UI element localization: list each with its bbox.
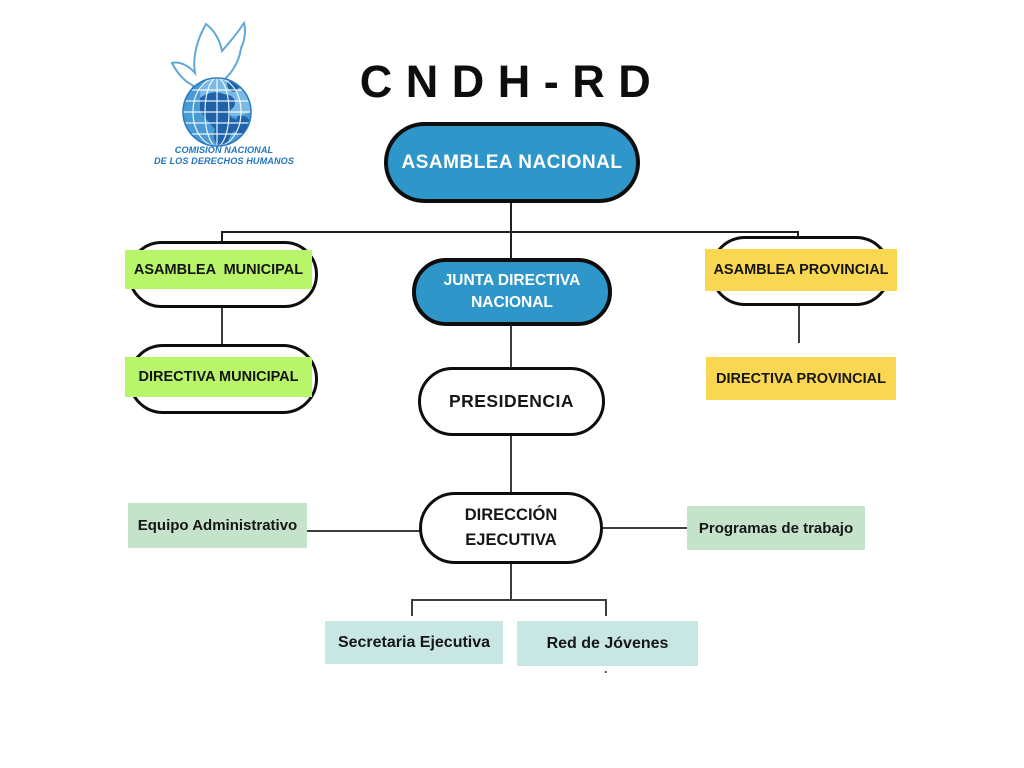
stray-dot: .: [604, 661, 608, 676]
node-asamblea-provincial-label: ASAMBLEA PROVINCIAL: [713, 262, 889, 278]
node-directiva-municipal-label: DIRECTIVA MUNICIPAL: [138, 369, 299, 385]
node-junta-directiva-nacional: [412, 258, 612, 326]
connector-bracket-right-stub: [605, 599, 607, 616]
node-asamblea-municipal-band: [125, 250, 312, 289]
connector-bracket-horizontal: [411, 599, 607, 601]
node-asamblea-nacional: [384, 122, 640, 203]
node-directiva-provincial-label: DIRECTIVA PROVINCIAL: [716, 370, 886, 387]
connector-direccion-bracket: [510, 563, 512, 601]
node-direccion-ejecutiva-label: DIRECCIÓN EJECUTIVA: [464, 506, 558, 549]
node-asamblea-provincial-band: [705, 249, 897, 291]
node-direccion-ejecutiva: [419, 492, 603, 564]
logo-caption-line1: COMISIÓN NACIONAL: [174, 145, 274, 156]
node-presidencia-label: PRESIDENCIA: [448, 391, 575, 411]
node-equipo-administrativo-label: Equipo Administrativo: [137, 517, 298, 534]
node-programas-de-trabajo: [687, 506, 865, 550]
node-junta-directiva-nacional-label: JUNTA DIRECTIVA NACIONAL: [443, 271, 581, 311]
connector-municipal-vertical: [221, 306, 223, 346]
node-presidencia: [418, 367, 605, 436]
logo-caption-line2: DE LOS DERECHOS HUMANOS: [153, 156, 295, 168]
connector-junta-presidencia: [510, 324, 512, 368]
connector-main-horizontal: [221, 231, 799, 233]
node-programas-de-trabajo-label: Programas de trabajo: [698, 519, 854, 537]
connector-programas-horizontal: [603, 527, 688, 529]
node-asamblea-municipal-label: ASAMBLEA MUNICIPAL: [133, 261, 304, 278]
connector-equipo-horizontal: [306, 530, 420, 532]
node-secretaria-ejecutiva: [325, 621, 503, 664]
node-red-de-jovenes: [517, 621, 698, 666]
connector-presidencia-direccion: [510, 434, 512, 493]
node-asamblea-nacional-label: ASAMBLEA NACIONAL: [401, 151, 623, 173]
node-secretaria-ejecutiva-label: Secretaria Ejecutiva: [337, 633, 491, 651]
node-red-de-jovenes-label: Red de Jóvenes: [546, 634, 669, 652]
connector-bracket-left-stub: [411, 599, 413, 616]
page-title: CNDH-RD: [359, 56, 665, 107]
node-directiva-municipal-band: [125, 357, 312, 397]
node-directiva-provincial: [706, 357, 896, 400]
node-equipo-administrativo: [128, 503, 307, 548]
connector-provincial-vertical: [798, 304, 800, 343]
logo-caption: [141, 145, 306, 168]
